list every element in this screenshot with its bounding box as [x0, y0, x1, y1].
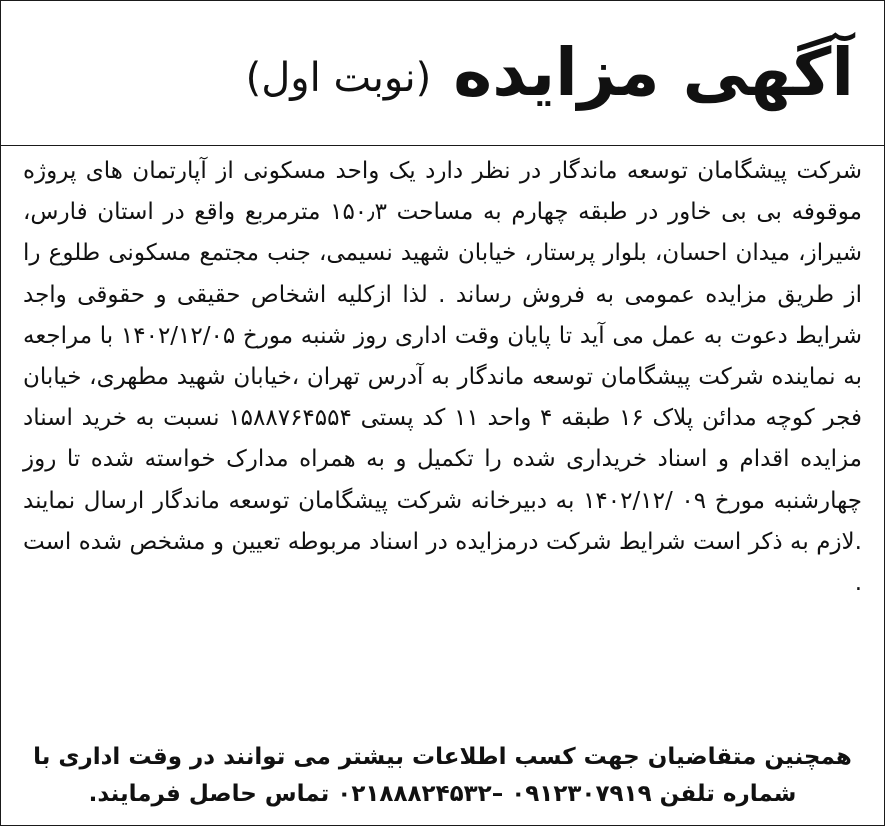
notice-body: شرکت پیشگامان توسعه ماندگار در نظر دارد یک واحد مسکونی از آپارتمان های پروژه موقوفه بی بی خاور در طبقه چهارم به مساحت ۱۵۰٫۳ مترمربع واقع در استان فارس، شیراز، میدان احسان، بلوار پرستار، خیابان شهید نسیمی، جنب مجتمع مسکونی طلوع را از طریق مزایده عمومی به فروش رساند . لذا ازکلیه اشخاص حقیقی و حقوقی واجد شرایط دعوت به عمل می آید تا پایان وقت اداری روز شنبه مورخ ۱۴۰۲/۱۲/۰۵ با مراجعه به نماینده شرکت پیشگامان توسعه ماندگار به آدرس تهران ،خیابان شهید مطهری، خیابان فجر کوچه مدائن پلاک ۱۶ طبقه ۴ واحد ۱۱ کد پستی ۱۵۸۸۷۶۴۵۵۴ نسبت به خرید اسناد مزایده اقدام و اسناد خریداری شده را تکمیل و به همراه مدارک خواسته شده تا روز چهارشنبه مورخ ۰۹ /۱۴۰۲/۱۲ به دبیرخانه شرکت پیشگامان توسعه ماندگار ارسال نمایند .لازم به ذکر است شرایط شرکت درمزایده در اسناد مربوطه تعیین و مشخص شده است . — [23, 158, 863, 597]
notice-title: آگهی مزایده — [453, 34, 854, 111]
header-divider — [1, 145, 884, 146]
notice-header — [1, 1, 884, 145]
notice-subtitle: (نوبت اول) — [245, 55, 432, 101]
notice-contact: همچنین متقاضیان جهت کسب اطلاعات بیشتر می توانند در وقت اداری با شماره تلفن ۰۹۱۲۳۰۷۹۱۹ –۰۲۱۸۸۸۲۴۵۳۲ تماس حاصل فرمایند. — [33, 744, 852, 807]
